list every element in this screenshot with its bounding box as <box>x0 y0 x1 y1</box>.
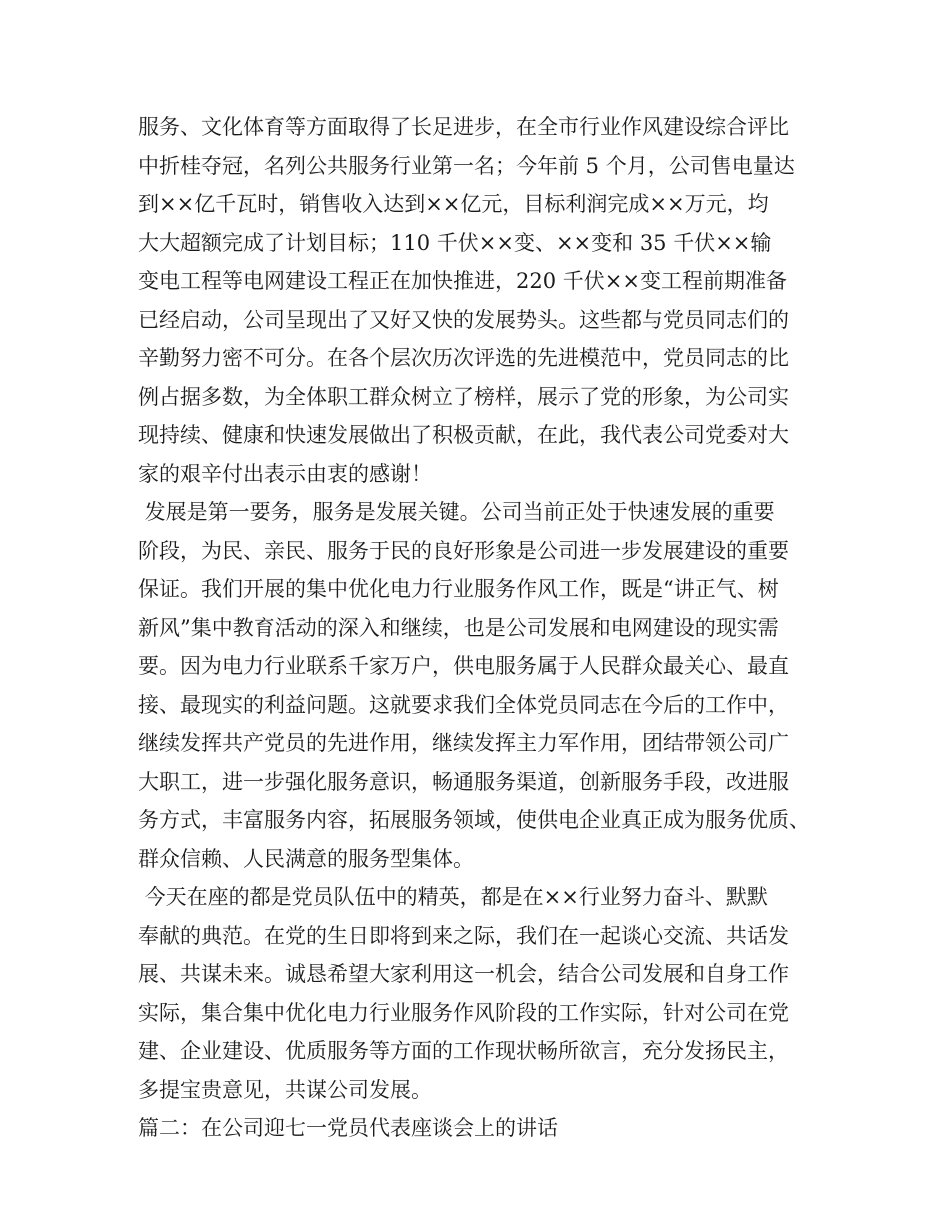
text-line: 例占据多数，为全体职工群众树立了榜样，展示了党的形象，为公司实 <box>138 384 789 409</box>
text-line: 要。因为电力行业联系千家万户，供电服务属于人民群众最关心、最直 <box>138 654 789 678</box>
text-line: 辛勤努力密不可分。在各个层次历次评选的先进模范中，党员同志的比 <box>138 346 789 370</box>
text-line: 变电工程等电网建设工程正在加快推进，220 千伏××变工程前期准备 <box>138 269 787 293</box>
text-line: 接、最现实的利益问题。这就要求我们全体党员同志在今后的工作中， <box>138 692 789 717</box>
text-line: 阶段，为民、亲民、服务于民的良好形象是公司进一步发展建设的重要 <box>138 538 789 563</box>
text-line: 现持续、健康和快速发展做出了积极贡献，在此，我代表公司党委对大 <box>138 423 789 447</box>
text-line: 群众信赖、人民满意的服务型集体。 <box>138 846 474 871</box>
text-line: 继续发挥共产党员的先进作用，继续发挥主力军作用，团结带领公司广 <box>138 731 789 755</box>
text-line: 展、共谋未来。诚恳希望大家利用这一机会，结合公司发展和自身工作 <box>138 962 789 986</box>
text-line: 发展是第一要务，服务是发展关键。公司当前正处于快速发展的重要 <box>138 500 775 524</box>
text-line: 已经启动，公司呈现出了又好又快的发展势头。这些都与党员同志们的 <box>138 307 789 332</box>
text-line: 大大超额完成了计划目标；110 千伏××变、××变和 35 千伏××输 <box>138 230 772 255</box>
text-line: 新风”集中教育活动的深入和继续，也是公司发展和电网建设的现实需 <box>138 615 779 640</box>
text-line: 实际，集合集中优化电力行业服务作风阶段的工作实际，针对公司在党 <box>138 1000 789 1025</box>
text-line: 建、企业建设、优质服务等方面的工作现状畅所欲言，充分发扬民主， <box>138 1039 789 1063</box>
text-line: 今天在座的都是党员队伍中的精英，都是在××行业努力奋斗、默默 <box>138 885 768 909</box>
text-line: 中折桂夺冠，名列公共服务行业第一名；今年前 5 个月，公司售电量达 <box>138 153 795 178</box>
text-line: 家的艰辛付出表示由衷的感谢！ <box>138 461 432 486</box>
text-line: 奉献的典范。在党的生日即将到来之际，我们在一起谈心交流、共话发 <box>138 923 789 948</box>
text-line: 服务、文化体育等方面取得了长足进步，在全市行业作风建设综合评比 <box>138 115 789 139</box>
text-line: 保证。我们开展的集中优化电力行业服务作风工作，既是“讲正气、树 <box>138 577 779 601</box>
text-line: 多提宝贵意见，共谋公司发展。 <box>138 1077 432 1102</box>
document-body <box>138 108 838 1148</box>
text-line: 务方式，丰富服务内容，拓展服务领域，使供电企业真正成为服务优质、 <box>138 808 810 832</box>
text-line: 到××亿千瓦时，销售收入达到××亿元，目标利润完成××万元，均 <box>138 192 769 216</box>
text-line: 大职工，进一步强化服务意识，畅通服务渠道，创新服务手段，改进服 <box>138 769 789 794</box>
section-heading: 篇二：在公司迎七一党员代表座谈会上的讲话 <box>138 1116 558 1140</box>
